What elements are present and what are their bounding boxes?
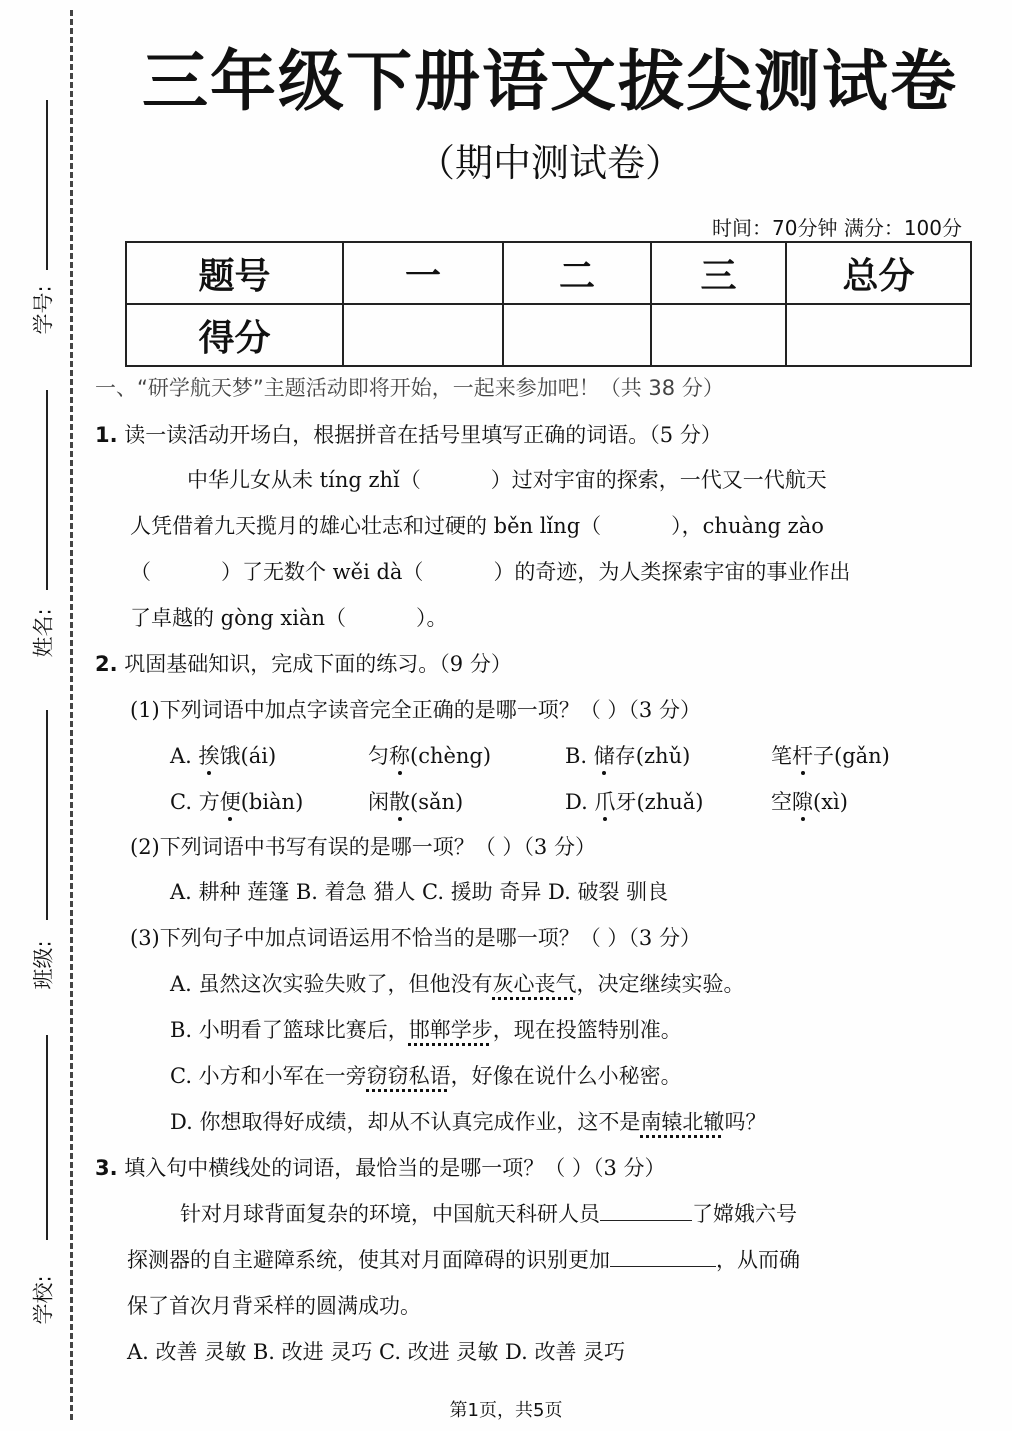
q2-sub1-option-b2 [771,740,890,770]
exam-meta: 时间：70分钟 满分：100分 [712,216,962,240]
dotted-phrase: 邯郸学步 [408,1018,493,1042]
q3-options[interactable]: A. 改善 灵敏 B. 改进 灵巧 C. 改进 灵敏 D. 改善 灵巧 [127,1340,626,1364]
dotted-char: 便 [219,790,241,814]
q2-sub3-option-b[interactable] [170,1014,682,1044]
option-text: ，好像在说什么小秘密。 [450,1064,682,1088]
class-label: 班级: [31,940,56,990]
option-text: 匀 [368,744,389,768]
answer-underline[interactable] [610,1248,716,1267]
score-table [125,241,972,367]
q2-sub2: (2)下列词语中书写有误的是哪一项？（ ）（3 分） [130,835,596,859]
school-label: 学校: [31,1275,56,1325]
q2-sub1: (1)下列词语中加点字读音完全正确的是哪一项？（ ）（3 分） [130,698,701,722]
option-text: (xì) [813,790,848,814]
q2-sub2-options[interactable]: A. 耕种 莲篷 B. 着急 猎人 C. 援助 奇异 D. 破裂 驯良 [170,880,669,904]
dotted-char: 称 [389,744,410,768]
dotted-phrase: 窃窃私语 [366,1064,451,1088]
question-number: 1. [95,423,118,447]
question-text: 巩固基础知识，完成下面的练习。（9 分） [124,652,512,676]
option-text: 闲 [368,790,389,814]
q1-text-line [130,510,824,540]
option-text: 牙(zhuǎ) [615,790,704,814]
score-table-header-row [126,242,971,304]
section-heading: 一、“研学航天梦”主题活动即将开始，一起来参加吧！（共 38 分） [95,376,724,400]
dotted-char: 杆 [792,744,813,768]
question-2-prompt [95,648,512,678]
score-header-cell: 三 [651,242,786,304]
student-id-line[interactable] [46,100,48,270]
dotted-char: 隙 [792,790,813,814]
q1-text: ）过对宇宙的探索，一代又一代航天 [490,468,827,492]
option-text: B. 小明看了篮球比赛后， [170,1018,409,1042]
q1-text: ）了无数个 wěi dà（ [221,560,424,584]
option-text: D. 你想取得好成绩，却从不认真完成作业，这不是 [170,1110,641,1134]
option-letter: B. [565,744,588,768]
q1-text: 中华儿女从未 tíng zhǐ（ [187,468,421,492]
q2-sub1-option-b[interactable] [565,740,690,770]
question-text: 填入句中横线处的词语，最恰当的是哪一项？（ ）（3 分） [124,1156,666,1180]
q2-sub1-option-d2 [771,786,848,816]
q1-text: 了卓越的 gòng xiàn（ [130,606,347,630]
q2-sub3-option-a[interactable] [170,968,745,998]
cut-line [70,10,73,1420]
question-3-prompt [95,1152,666,1182]
option-letter: C. [170,790,192,814]
score-cell[interactable] [503,304,651,366]
score-header-cell: 题号 [126,242,343,304]
score-header-cell: 一 [343,242,503,304]
q1-text: ），chuàng zào [671,514,824,538]
q1-text: 人凭借着九天揽月的雄心壮志和过硬的 běn lǐng（ [130,514,602,538]
class-line[interactable] [46,710,48,920]
q1-text: （ [130,560,151,584]
dotted-char: 挨 [198,744,220,768]
question-number: 3. [95,1156,118,1180]
q2-sub3-option-d[interactable] [170,1106,766,1136]
option-text: ，决定继续实验。 [576,972,745,996]
binding-margin [0,0,90,1431]
q2-sub1-option-a[interactable] [170,740,276,770]
option-text: 存(zhǔ) [614,744,691,768]
dotted-char: 储 [593,744,615,768]
q1-text-line [130,602,448,632]
q2-sub1-option-c2 [368,786,463,816]
option-letter: D. [565,790,588,814]
option-text: C. 小方和小军在一旁 [170,1064,367,1088]
answer-underline[interactable] [600,1202,692,1221]
q3-text-line: 保了首次月背采样的圆满成功。 [127,1294,421,1318]
question-1-prompt [95,419,722,449]
option-text: ，现在投篮特别准。 [492,1018,682,1042]
question-number: 2. [95,652,118,676]
q3-text-line [127,1244,800,1274]
score-cell[interactable] [786,304,971,366]
option-text: 方 [198,790,220,814]
q1-text-line [130,556,850,586]
score-cell[interactable] [651,304,786,366]
score-cell[interactable] [343,304,503,366]
option-text: (chèng) [410,744,492,768]
dotted-phrase: 南辕北辙 [640,1110,725,1134]
dotted-char: 爪 [594,790,616,814]
score-row-label: 得分 [126,304,343,366]
option-text: (biàn) [240,790,304,814]
q3-text: 探测器的自主避障系统，使其对月面障碍的识别更加 [127,1248,610,1272]
q1-text: ）。 [416,606,448,630]
q3-text-line [180,1198,797,1228]
score-header-cell: 总分 [786,242,971,304]
q3-text: 了嫦娥六号 [692,1202,797,1226]
option-text: 吗？ [724,1110,767,1134]
name-line[interactable] [46,390,48,590]
score-table-score-row [126,304,971,366]
question-text: 读一读活动开场白，根据拼音在括号里填写正确的词语。（5 分） [124,423,722,447]
dotted-char: 散 [389,790,410,814]
dotted-phrase: 灰心丧气 [492,972,577,996]
q1-text-line [187,464,827,494]
q2-sub3-option-c[interactable] [170,1060,682,1090]
page-title: 三年级下册语文拔尖测试卷 [142,43,958,120]
q3-text: 针对月球背面复杂的环境，中国航天科研人员 [180,1202,600,1226]
q1-text: ）的奇迹，为人类探索宇宙的事业作出 [493,560,851,584]
school-line[interactable] [46,1035,48,1240]
name-label: 姓名: [31,608,56,658]
option-letter: A. [170,744,192,768]
option-text: 饿(ái) [219,744,277,768]
q3-text: ，从而确 [716,1248,800,1272]
score-header-cell: 二 [503,242,651,304]
option-text: 空 [771,790,792,814]
page-subtitle: （期中测试卷） [416,141,683,185]
option-text: 笔 [771,744,792,768]
option-text: A. 虽然这次实验失败了，但他没有 [170,972,493,996]
q2-sub1-option-d[interactable] [565,786,703,816]
option-text: 子(gǎn) [813,744,890,768]
option-text: (sǎn) [410,790,464,814]
page-footer: 第1页，共5页 [449,1400,563,1421]
q2-sub1-option-a2 [368,740,491,770]
q2-sub3: (3)下列句子中加点词语运用不恰当的是哪一项？（ ）（3 分） [130,926,701,950]
student-id-label: 学号: [31,285,56,335]
q2-sub1-option-c[interactable] [170,786,303,816]
